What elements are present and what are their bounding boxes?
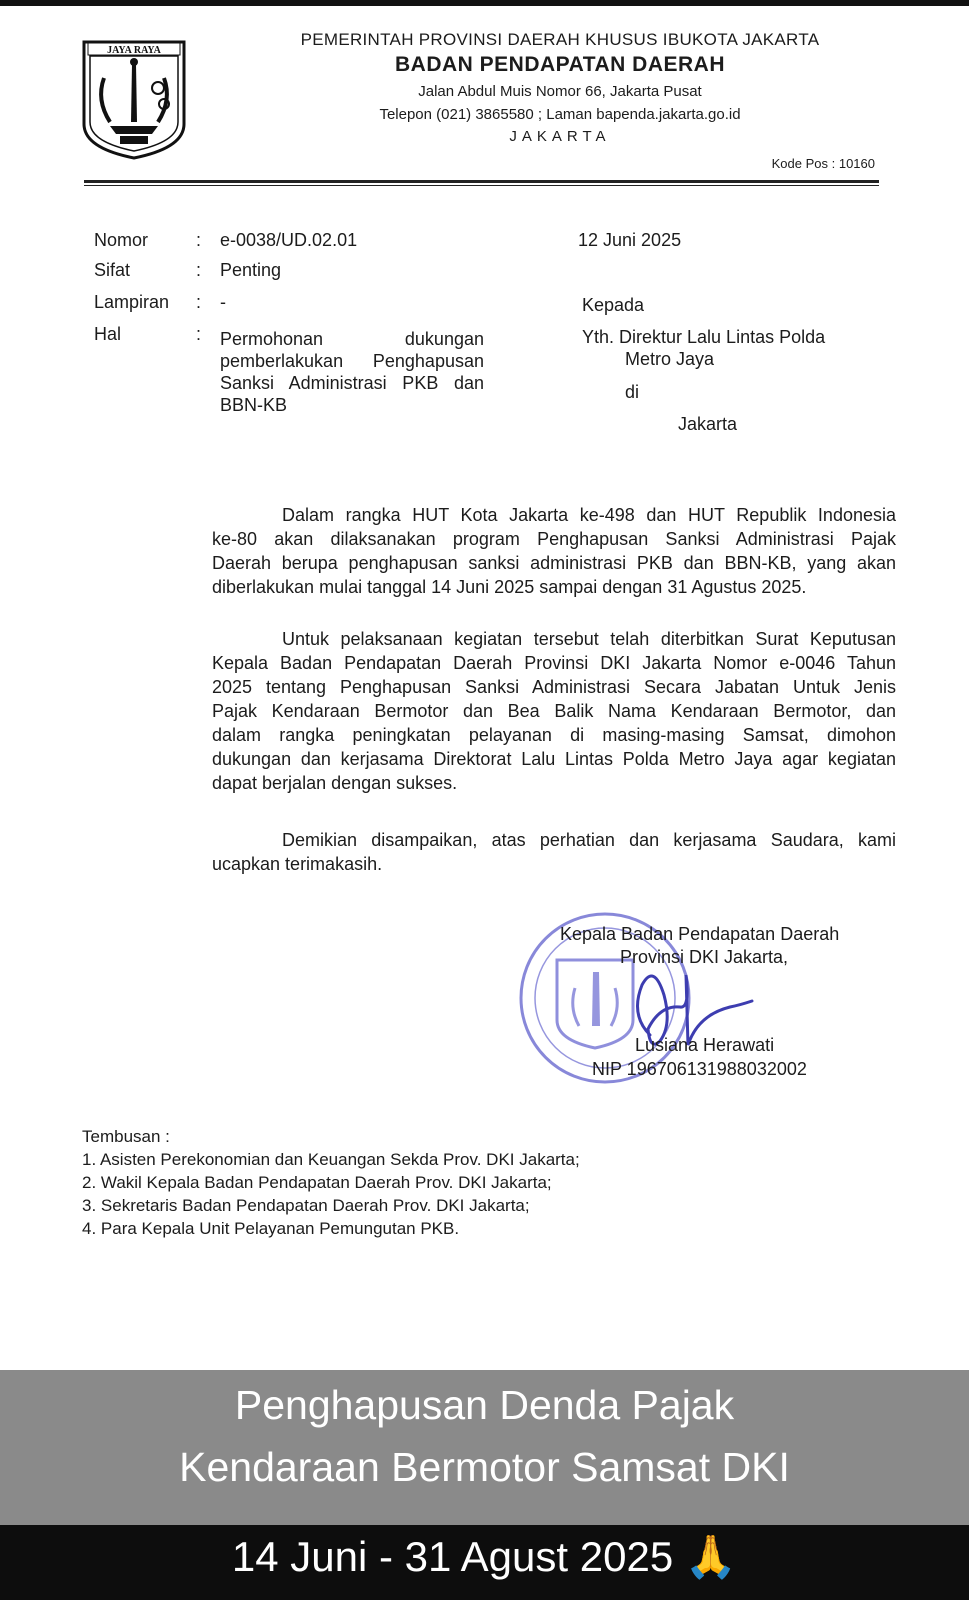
paragraph-line: Untuk pelaksanaan kegiatan tersebut telah diterbitkan Surat Keputusan <box>282 629 896 649</box>
paragraph-line: Kepala Badan Pendapatan Daerah Provinsi DKI Jakarta Nomor e-0046 Tahun <box>212 653 896 673</box>
meta-label: Sifat <box>94 260 131 280</box>
letterhead-contact: Telepon (021) 3865580 ; Laman bapenda.jakarta.go.id <box>379 106 741 123</box>
signatory-nip: NIP 196706131988032002 <box>592 1059 807 1079</box>
letterhead <box>200 30 920 145</box>
meta-colon: : <box>196 292 202 312</box>
hal-line: BBN-KB <box>220 395 288 415</box>
meta-label: Nomor <box>94 230 149 250</box>
caption-banner <box>0 1370 969 1525</box>
letter-date: 12 Juni 2025 <box>578 230 682 250</box>
jaya-raya-logo <box>80 38 188 162</box>
meta-colon: : <box>196 230 202 250</box>
paragraph-line: Dalam rangka HUT Kota Jakarta ke-498 dan HUT Republik Indonesia <box>282 505 896 525</box>
header-divider <box>84 180 879 183</box>
paragraph-line: Daerah berupa penghapusan sanksi administrasi PKB dan BBN-KB, yang akan <box>212 553 896 573</box>
signatory-name: Lusiana Herawati <box>635 1035 775 1055</box>
meta-value: e-0038/UD.02.01 <box>220 230 358 250</box>
meta-value: - <box>220 292 226 312</box>
header-divider-thin <box>84 185 879 186</box>
body-paragraph-1 <box>212 503 896 599</box>
body-paragraph-3 <box>212 828 896 876</box>
recipient-line2: Metro Jaya <box>625 349 715 369</box>
meta-colon: : <box>196 324 202 344</box>
carbon-copy-label: Tembusan : <box>82 1127 170 1146</box>
letterhead-address: Jalan Abdul Muis Nomor 66, Jakarta Pusat <box>418 83 702 100</box>
caption-line-2: Kendaraan Bermotor Samsat DKI <box>179 1444 790 1490</box>
paragraph-line: dapat berjalan dengan sukses. <box>212 773 458 793</box>
recipient-di: di <box>625 382 640 402</box>
paragraph-line: ke-80 akan dilaksanakan program Penghapusan Sanksi Administrasi Pajak <box>212 529 896 549</box>
hal-line: Sanksi Administrasi PKB dan <box>220 373 484 393</box>
letterhead-agency: BADAN PENDAPATAN DAERAH <box>395 53 725 76</box>
recipient-city: Jakarta <box>678 414 738 434</box>
paragraph-line: ucapkan terimakasih. <box>212 854 383 874</box>
caption-line-1: Penghapusan Denda Pajak <box>234 1382 735 1428</box>
body-paragraph-2 <box>212 627 896 795</box>
carbon-copy-item: 2. Wakil Kepala Badan Pendapatan Daerah Prov. DKI Jakarta; <box>82 1173 552 1192</box>
paragraph-line: dalam rangka peningkatan pelayanan di masing-masing Samsat, dimohon <box>212 725 896 745</box>
recipient-line1: Yth. Direktur Lalu Lintas Polda <box>582 327 826 347</box>
meta-value: Penting <box>220 260 282 280</box>
paragraph-line: dukungan dan kerjasama Direktorat Lalu Lintas Polda Metro Jaya agar kegiatan <box>212 749 896 769</box>
carbon-copy-item: 4. Para Kepala Unit Pelayanan Pemungutan PKB. <box>82 1219 460 1238</box>
paragraph-line: diberlakukan mulai tanggal 14 Juni 2025 sampai dengan 31 Agustus 2025. <box>212 577 807 597</box>
caption-line-3: 14 Juni - 31 Agust 2025 🙏 <box>231 1533 738 1580</box>
meta-hal-value <box>220 328 484 416</box>
letterhead-government: PEMERINTAH PROVINSI DAERAH KHUSUS IBUKOTA JAKARTA <box>300 30 820 49</box>
signatory-province: Provinsi DKI Jakarta, <box>620 947 789 967</box>
svg-text:JAYA RAYA: JAYA RAYA <box>107 45 161 56</box>
paragraph-line: Pajak Kendaraan Bermotor dan Bea Balik Nama Kendaraan Bermotor, dan <box>212 701 896 721</box>
meta-label: Lampiran <box>94 292 170 312</box>
letterhead-city: JAKARTA <box>509 128 611 145</box>
paragraph-line: Demikian disampaikan, atas perhatian dan kerjasama Saudara, kami <box>282 830 896 850</box>
carbon-copy-item: 3. Sekretaris Badan Pendapatan Daerah Prov. DKI Jakarta; <box>82 1196 530 1215</box>
paragraph-line: 2025 tentang Penghapusan Sanksi Administrasi Secara Jabatan Untuk Jenis <box>212 677 896 697</box>
carbon-copy-item: 1. Asisten Perekonomian dan Keuangan Sekda Prov. DKI Jakarta; <box>82 1150 580 1169</box>
postal-code: Kode Pos : 10160 <box>771 156 875 171</box>
carbon-copy-list <box>82 1125 580 1240</box>
meta-label: Hal <box>94 324 122 344</box>
top-bar <box>0 0 969 6</box>
recipient-kepada: Kepada <box>582 295 645 315</box>
caption-date-bar <box>0 1525 969 1600</box>
signatory-title: Kepala Badan Pendapatan Daerah <box>560 924 840 944</box>
hal-line: Permohonan dukungan <box>220 329 484 349</box>
meta-colon: : <box>196 260 202 280</box>
hal-line: pemberlakukan Penghapusan <box>220 351 484 371</box>
